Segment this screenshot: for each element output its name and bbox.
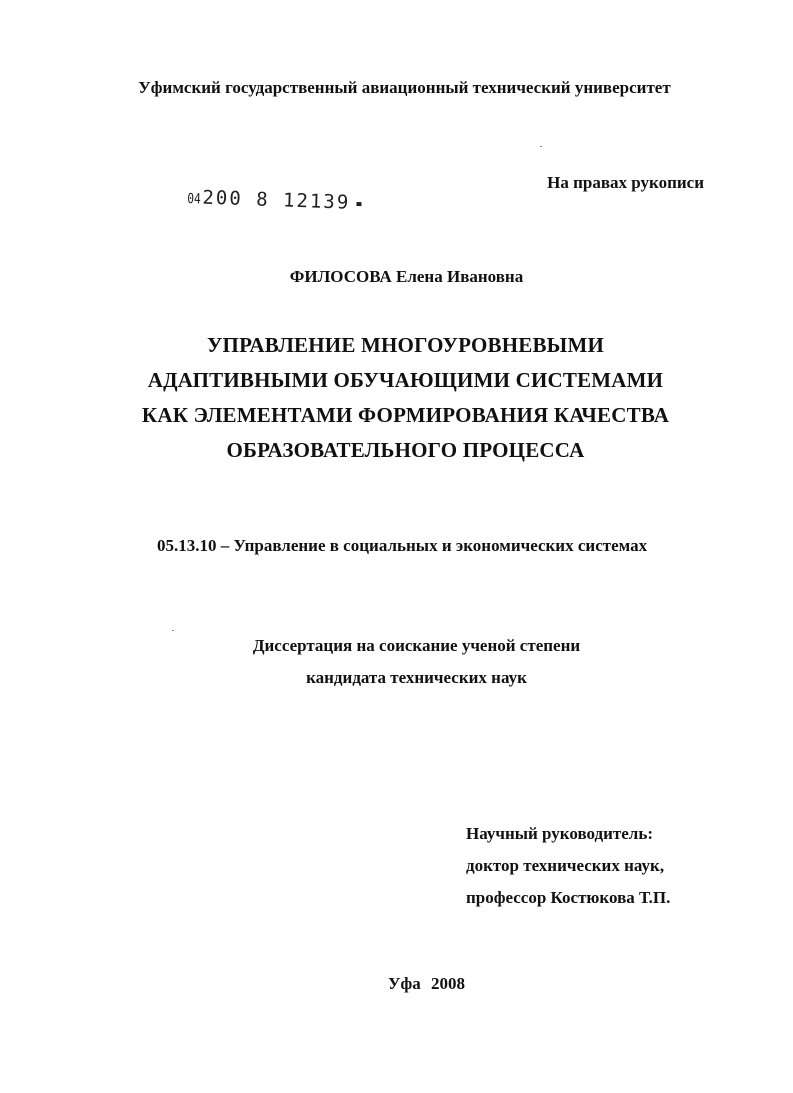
stamp-prefix: 04 bbox=[186, 191, 201, 208]
degree-line: кандидата технических наук bbox=[306, 668, 527, 687]
degree-line: Диссертация на соискание ученой степени bbox=[252, 636, 581, 655]
stamp-number: 200 8 12139 bbox=[202, 186, 351, 214]
stamp-mark bbox=[356, 201, 361, 205]
advisor-line: Научный руководитель: bbox=[466, 824, 653, 843]
title-line: УПРАВЛЕНИЕ МНОГОУРОВНЕВЫМИ bbox=[206, 333, 605, 357]
library-stamp bbox=[185, 186, 361, 214]
university-name: Уфимский государственный авиационный технический университет bbox=[138, 78, 671, 97]
title-line: ОБРАЗОВАТЕЛЬНОГО ПРОЦЕССА bbox=[226, 438, 585, 462]
scan-speck bbox=[540, 146, 542, 147]
title-line: КАК ЭЛЕМЕНТАМИ ФОРМИРОВАНИЯ КАЧЕСТВА bbox=[141, 403, 670, 427]
degree-statement bbox=[0, 630, 793, 694]
rights-note: На правах рукописи bbox=[547, 173, 704, 192]
advisor-line: доктор технических наук, bbox=[466, 856, 665, 875]
scan-speck bbox=[172, 630, 174, 631]
scientific-advisor bbox=[466, 818, 670, 914]
title-line: АДАПТИВНЫМИ ОБУЧАЮЩИМИ СИСТЕМАМИ bbox=[147, 368, 664, 392]
city-year: Уфа 2008 bbox=[388, 974, 465, 993]
dissertation-title bbox=[0, 328, 793, 468]
author-name: ФИЛОСОВА Елена Ивановна bbox=[289, 267, 524, 286]
specialty-code: 05.13.10 – Управление в социальных и экономических системах bbox=[157, 536, 648, 555]
advisor-line: профессор Костюкова Т.П. bbox=[466, 888, 671, 907]
